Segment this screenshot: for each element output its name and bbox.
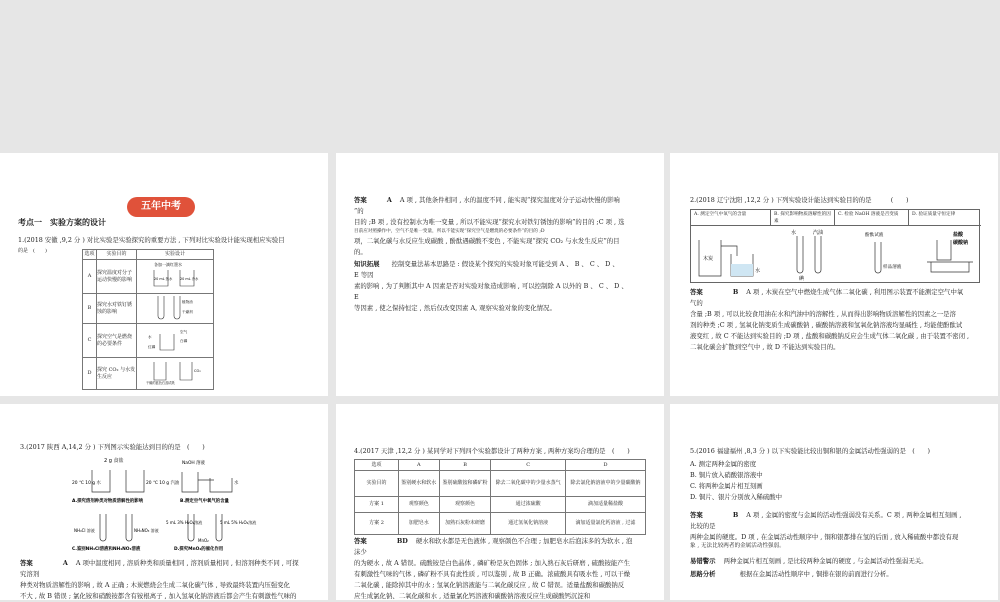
cell-goal-c: 除去二氧化碳中的少量水蒸气 (491, 471, 565, 497)
row-a-goal: 探究温度对分子运动快慢的影响 (97, 260, 137, 294)
th-c: C (491, 460, 565, 471)
fig-b-desiccant: 干燥剂 (182, 310, 193, 314)
answer-letter: BD (396, 537, 408, 545)
fig-charcoal: 木炭 (703, 256, 714, 262)
answer-line-3: 两种金属的硬度。D 项 , 在金属活动性顺序中 , 铜和银都排在氢的后面 , 放入稀硫酸中都没有现 (690, 533, 959, 541)
answer-block-q5 (690, 510, 986, 550)
option-c: C. 将两种金属片相互刻画 (690, 482, 763, 490)
row-d-goal: 探究 CO₂ 与水发生反应 (97, 358, 137, 390)
apparatus-figure (691, 226, 981, 282)
warning-label: 易错警示 (690, 557, 716, 565)
slide-1[interactable] (0, 153, 328, 396)
row-plan2-label: 方案 2 (355, 513, 399, 535)
row-plan1-label: 方案 1 (355, 497, 399, 513)
option-b: B. 铜片放入硝酸银溶液中 (690, 471, 763, 479)
th-option: 选项 (355, 460, 399, 471)
q4-table (354, 459, 646, 535)
slide-3[interactable] (670, 153, 998, 396)
answer-letter: A (386, 196, 392, 204)
fig-a-top: 各加一滴红墨水 (154, 262, 182, 267)
q2-figure (690, 209, 980, 283)
answer-block-q2 (690, 287, 982, 353)
slide-4[interactable] (0, 404, 328, 600)
ext-line-3: 素的影响 , 为了判断其中 A 因素是否对实验对象造成影响 , 可以控制除 A 以外的 B 、 C 、 D 、 (354, 282, 628, 290)
fig-sample: 样品溶液 (883, 265, 902, 270)
cell-plan1-a: 观察颜色 (399, 497, 440, 513)
answer-label: 答案 (354, 537, 367, 545)
cell-plan1-d: 滴加适量稀盐酸 (565, 497, 645, 513)
cell-goal-a: 鉴别硬水和软水 (399, 471, 440, 497)
tip-text: 根据在金属活动性顺序中 , 铜排在银的前面进行分析。 (739, 570, 893, 578)
fig-c-air: 空气 (180, 330, 188, 334)
answer-letter: A (62, 559, 68, 567)
answer-line-2: 究溶剂 (20, 570, 40, 578)
answer-line-1: A 项 , 木炭在空气中燃烧生成气体二氧化碳 , 利用图示装置不能测定空气中氧 (746, 288, 964, 296)
answer-line-6: 二氧化碳会扩散到空气中 , 故 D 不能达到实验目的。 (690, 343, 840, 351)
fig-h2o2-3: 5 mL 3% H₂O₂溶液 (166, 520, 203, 525)
fig-water-b: 水 (791, 230, 797, 236)
answer-line-1: 硬水和软水都是无色液体 , 观察颜色不合理 ; 加肥皂水后泡沫多的为软水 , 泡 (415, 537, 633, 545)
answer-letter: B (732, 511, 739, 519)
fig-c-red-p: 红磷 (148, 345, 156, 349)
fig-cap-b: B.测定空气中氧气的含量 (180, 499, 229, 504)
fig-water-b: 水 (234, 481, 239, 486)
beakers-figure (140, 260, 210, 290)
cell-plan2-c: 通过氢氧化钠溶液 (491, 513, 565, 535)
row-b-figure (137, 294, 214, 324)
fig-na2co3: 碳酸钠 (953, 240, 969, 246)
cell-goal-b: 鉴别硫酸铵和磷矿粉 (439, 471, 491, 497)
co2-figure (140, 358, 210, 386)
answer-note: 目前应对照操作中，空气不是唯一变量，所以不能实现“探究空气是燃烧的必要条件”的目的 ;D (354, 229, 545, 234)
row-a-option: A (83, 260, 97, 294)
row-a-figure (137, 260, 214, 294)
q1-line-2: 的是 ( ) (18, 248, 47, 254)
fig-nh4no3: NH₄NO₃ 溶液 (134, 528, 159, 533)
row-b-option: B (83, 294, 97, 324)
fig-a-left: 20 mL 热水 (154, 277, 173, 281)
answer-label: 答案 (690, 511, 703, 519)
fig-h2o2-5: 5 mL 5% H₂O₂溶液 (220, 520, 257, 525)
row-d-option: D (83, 358, 97, 390)
answer-block-q4 (354, 536, 650, 602)
answer-line-3: 的为硬水 , 故 A 错误。硫酸铵是白色晶体 , 磷矿粉是灰色固体 ; 加入熟石灰后研磨 , 硫酸铵能产生 (354, 559, 631, 567)
answer-label: 答案 (690, 288, 703, 296)
question-2: 2.(2018 辽宁沈阳 ,12,2 分 ) 下列实验设计能达到实验目的的是 ( ) (690, 196, 909, 204)
fig-c-white-p: 白磷 (180, 339, 188, 343)
answer-block-q1 (354, 195, 654, 258)
option-d: D. 验证质量守恒定律 (912, 212, 956, 217)
fig-iodine: 碘 (799, 276, 805, 282)
answer-line-4: 有刺激性气味的气体 , 磷矿粉不具有此性质 , 可以鉴别 , 故 B 正确。浓硫酸具有吸水性 , 可以干燥 (354, 570, 630, 578)
question-3: 3.(2017 陕西 A,14,2 分 ) 下列图示实验能达到目的的是 ( ) (20, 443, 205, 451)
fig-gasoline: 汽油 (813, 230, 824, 236)
ext-line-2: E 等因 (354, 271, 374, 279)
answer-label: 答案 (354, 196, 367, 204)
th-goal: 实验目的 (97, 250, 137, 260)
th-option: 选项 (83, 250, 97, 260)
fig-d-co2: CO₂ (194, 369, 201, 373)
th-design: 实验设计 (137, 250, 214, 260)
row-c-option: C (83, 324, 97, 358)
answer-line-3: 目的 ;B 项 , 没有控制水为唯一变量 , 所以不能实现“探究水对铁钉锈蚀的影响”的目的 ;C 项 , 选 (354, 218, 625, 226)
answer-line-2: ”的 (354, 207, 364, 215)
row-c-goal: 探究空气是燃烧的必要条件 (97, 324, 137, 358)
slide-6[interactable] (670, 404, 998, 600)
answer-line-4: 象 , 无法比较两者的金属活动性强弱。 (690, 543, 785, 549)
option-a: A. 测定空气中氧气的含量 (691, 210, 771, 225)
answer-line-5: 二氧化碳 , 能除掉其中的水 ; 氢氧化钠溶液能与二氧化碳反应 , 故 C 错误。适量盐酸和碳酸钠反 (354, 581, 625, 589)
answer-line-4: 剂的种类 ;C 项 , 氢氧化钠变质生成碳酸钠 , 碳酸钠溶液和氢氧化钠溶液均显碱性 , 均能使酚酞试 (690, 321, 963, 329)
ext-line-1: 控制变量法基本思路是 : 假设某个探究的实验对象可能受到 A 、 B 、 C 、 D 、 (391, 260, 619, 268)
answer-line-2: 沫少 (354, 548, 367, 556)
warning-text: 两种金属片相互刻画 , 是比较两种金属的硬度 , 与金属活动性强弱无关。 (723, 557, 928, 565)
cell-plan2-d: 滴加适量氯化钙溶液 , 过滤 (565, 513, 645, 535)
fig-naoh: NaOH 溶液 (182, 461, 205, 466)
q5-options (690, 459, 782, 503)
analysis-tip (690, 569, 986, 580)
cell-goal-d: 除去氯化钠溶液中的少量碳酸钠 (565, 471, 645, 497)
ext-line-5: 等因素 , 使之保持恒定 , 然后仅改变因素 A, 观察实验对象的变化情况。 (354, 304, 556, 312)
error-warning (690, 556, 986, 567)
row-c-figure (137, 324, 214, 358)
answer-line-2: 气的 (690, 299, 703, 307)
ext-line-4: E (354, 293, 359, 301)
th-b: B (439, 460, 491, 471)
answer-line-6: 应生成氯化钠、二氧化碳和水 , 适量氯化钙溶液和碳酸钠溶液反应生成碳酸钙沉淀和 (354, 592, 591, 600)
fig-cap-d: D.探究MnO₂的催化作用 (174, 547, 224, 552)
q1-line-1: 1.(2018 安徽 ,9,2 分 ) 对比实验是实验探究的重要方法 , 下列对比实验设计能实现相应实验目 (18, 236, 285, 244)
answer-line-5: 的。 (354, 248, 367, 256)
cell-plan2-a: 加肥皂水 (399, 513, 440, 535)
answer-line-4: 项，二氧化碳与水反应生成碳酸 , 酚酞遇碳酸不变色 , 不能实现“探究 CO₂ 与水发生反应”的目 (354, 237, 620, 245)
slide-2[interactable] (336, 153, 664, 396)
tip-label: 思路分析 (690, 570, 716, 578)
th-d: D (565, 460, 645, 471)
option-b: B. 探究影响物质溶解性的因素 (771, 210, 835, 225)
option-a: A. 测定两种金属的密度 (690, 460, 757, 468)
fig-c-water: 水 (148, 335, 152, 339)
fig-a-right: 20 mL 冷水 (180, 277, 199, 281)
answer-line-1: A 项中温度相同 , 溶质种类和质量相同 , 溶剂质量相同 , 但溶剂种类不同 , 可探 (75, 559, 299, 567)
q3-figure (70, 454, 257, 554)
cell-plan1-c: 通过浓硫酸 (491, 497, 565, 513)
answer-line-3: 含量 ;B 项 , 可以比较食用油在水和汽油中的溶解性 , 从而得出影响物质溶解性的因素之一是溶 (690, 310, 956, 318)
answer-block-q3 (20, 558, 320, 602)
section-banner: 五年中考 (127, 197, 195, 217)
cell-plan2-b: 加熟石灰粉末研磨 (439, 513, 491, 535)
knowledge-extension (354, 259, 654, 314)
question-4: 4.(2017 天津 ,12,2 分 ) 某同学对下列四个实验都设计了两种方案 , 两种方案均合理的是 ( ) (354, 447, 630, 455)
slide-5[interactable] (336, 404, 664, 600)
option-d: D. 铜片、银片分别放入稀硫酸中 (690, 493, 783, 501)
answer-line-5: 液变红 , 故 C 不能达到实验目的 ;D 项 , 盐酸和碳酸钠反应会生成气体二氧化碳 , 由于装置不密闭 , (690, 332, 970, 340)
answer-line-3: 种类对物质溶解性的影响 , 故 A 正确 ; 木炭燃烧会生成二氧化碳气体 , 导致最终装置内压强变化 (20, 581, 290, 589)
row-d-figure (137, 358, 214, 390)
q1-table (82, 249, 214, 390)
fig-nh4cl: NH₄Cl 溶液 (74, 528, 95, 533)
row-b-goal: 探究水对铁钉锈蚀的影响 (97, 294, 137, 324)
fig-phenolphthalein: 酚酞试液 (865, 233, 884, 238)
extension-label: 知识拓展 (354, 260, 380, 268)
answer-line-1: A 项 , 金属的密度与金属的活动性强弱没有关系。C 项 , 两种金属相互刻画 , (746, 511, 962, 519)
option-c: C. 检验 NaOH 溶液是否变质 (835, 210, 909, 225)
fig-hcl: 盐酸 (953, 232, 964, 238)
th-a: A (399, 460, 440, 471)
fig-d-paper: 干燥的蓝色石蕊试纸 (146, 381, 175, 385)
fig-mno2: MnO₂ (198, 538, 209, 543)
answer-line-2: 比较的是 (690, 522, 716, 530)
answer-label: 答案 (20, 559, 33, 567)
fig-gasoline-10g: 20 ℃ 10 g 汽油 (146, 481, 180, 486)
row-goal-label: 实验目的 (355, 471, 399, 497)
combustion-figure (140, 324, 210, 354)
fig-b-oil: 植物油 (182, 300, 193, 304)
test-tubes-figure (140, 294, 210, 320)
cell-plan1-b: 观察颜色 (439, 497, 491, 513)
fig-cap-c: C.鉴别NH₄Cl溶液和NH₄NO₃溶液 (72, 547, 141, 552)
answer-line-4: 不大 , 故 B 错误 ; 氯化铵和硝酸铵都含有铵根离子 , 加入氢氧化钠溶液后都会产生有刺激性气味的 (20, 592, 297, 600)
fig-water-a: 水 (755, 268, 761, 274)
answer-letter: B (732, 288, 739, 296)
fig-water-10g: 20 ℃ 10 g 水 (72, 481, 101, 486)
fig-salt: 2 g 食盐 (104, 458, 124, 464)
section-heading: 考点一 实验方案的设计 (18, 218, 106, 227)
answer-line-1: A 项 , 其他条件相同 , 水的温度不同 , 能实现“探究温度对分子运动快慢的影响 (399, 196, 620, 204)
fig-cap-a: A.探究溶剂种类对物质溶解性的影响 (72, 499, 144, 504)
question-5: 5.(2016 福建福州 ,8,3 分 ) 以下实验能比较出铜和银的金属活动性强弱的是 ( ) (690, 447, 931, 455)
